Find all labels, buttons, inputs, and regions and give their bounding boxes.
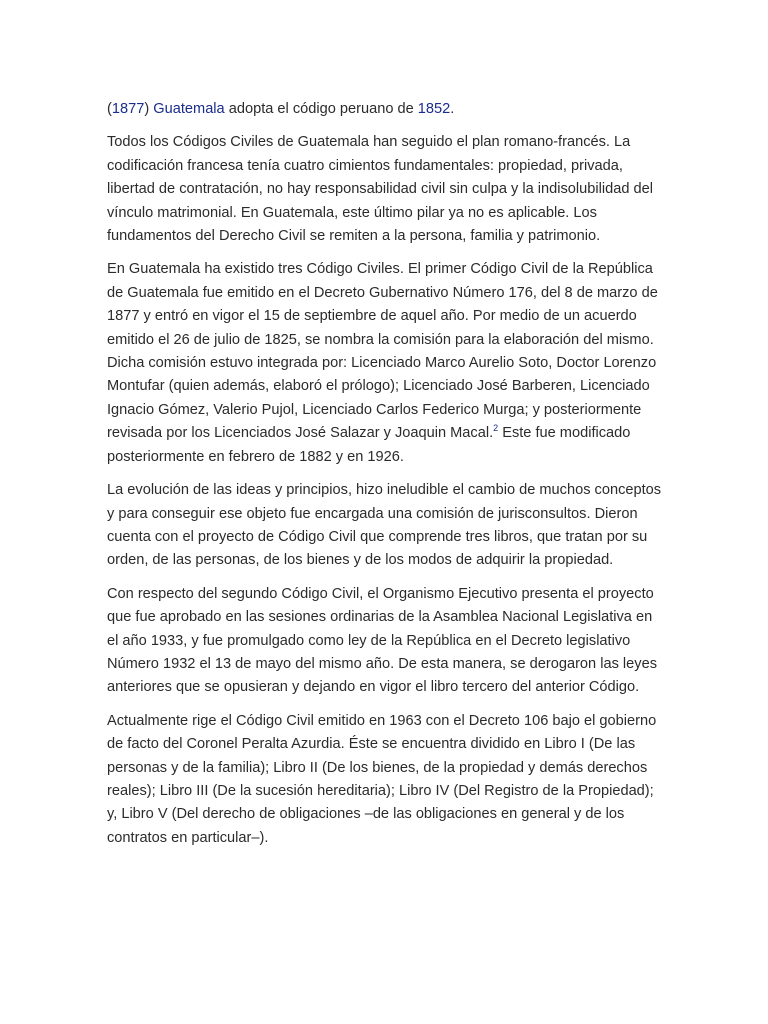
guatemala-link[interactable]: Guatemala [153,101,225,117]
paragraph-primer-codigo-text: En Guatemala ha existido tres Código Civiles. El primer Código Civil de la República de Guatemala fue emitido en el Decreto Gubernativo Número 176, del 8 de marzo de 1877 y entró en vigor el 15 de septiembre de aquel año. Por medio de un acuerdo emitido el 26 de julio de 1825, se nombra la comisión para la elaboración del mismo. Dicha comisión estuvo integrada por: Licenciado Marco Aurelio Soto, Doctor Lorenzo Montufar (quien además, elaboró el prólogo); Licenciado José Barberen, Licenciado Ignacio Gómez, Valerio Pujol, Licenciado Carlos Federico Murga; y posteriormente revisada por los Licenciados José Salazar y Joaquin Macal. [107,261,658,442]
paragraph-plan-romano-frances: Todos los Códigos Civiles de Guatemala han seguido el plan romano-francés. La codificación francesa tenía cuatro cimientos fundamentales: propiedad, privada, libertad de contratación, no hay responsabilidad civil sin culpa y la indisolubilidad del vínculo matrimonial. En Guatemala, este último pilar ya no es aplicable. Los fundamentos del Derecho Civil se remiten a la persona, familia y patrimonio. [107,134,653,245]
paragraph-segundo-codigo: Con respecto del segundo Código Civil, el Organismo Ejecutivo presenta el proyecto que fue aprobado en las sesiones ordinarias de la Asamblea Nacional Legislativa en el año 1933, y fue promulgado como ley de la República en el Decreto legislativo Número 1932 el 13 de mayo del mismo año. De esta manera, se derogaron las leyes anteriores que se opusieran y dejando en vigor el libro tercero del anterior Código. [107,585,657,696]
intro-end-text: . [450,101,455,117]
document-body [107,98,663,860]
paragraph-evolucion-ideas: La evolución de las ideas y principios, hizo ineludible el cambio de muchos conceptos y para conseguir ese objeto fue encargada una comisión de jurisconsultos. Dieron cuenta con el proyecto de Código Civil que comprende tres libros, que tratan por su orden, de las personas, de los bienes y de los modos de adquirir la propiedad. [107,482,662,569]
paragraph-codigo-vigente: Actualmente rige el Código Civil emitido en 1963 con el Decreto 106 bajo el gobierno de facto del Coronel Peralta Azurdia. Éste se encuentra dividido en Libro I (De las personas y de la familia); Libro II (De los bienes, de la propiedad y demás derechos reales); Libro III (De la sucesión hereditaria); Libro IV (Del Registro de la Propiedad); y, Libro V (Del derecho de obligaciones –de las obligaciones en general y de los contratos en particular–). [107,712,657,846]
footnote-reference-2[interactable]: 2 [493,423,499,434]
intro-middle-text: adopta el código peruano de [224,101,418,117]
year-1877-link[interactable]: 1877 [111,101,145,117]
intro-close-paren: ) [144,101,150,117]
paragraph-primer-codigo [107,258,663,469]
intro-line [107,98,663,121]
intro-open-paren: ( [107,101,112,117]
year-1852-link[interactable]: 1852 [417,101,451,117]
paragraph-primer-codigo-tail: Este fue modificado posteriormente en febrero de 1882 y en 1926. [107,425,631,465]
